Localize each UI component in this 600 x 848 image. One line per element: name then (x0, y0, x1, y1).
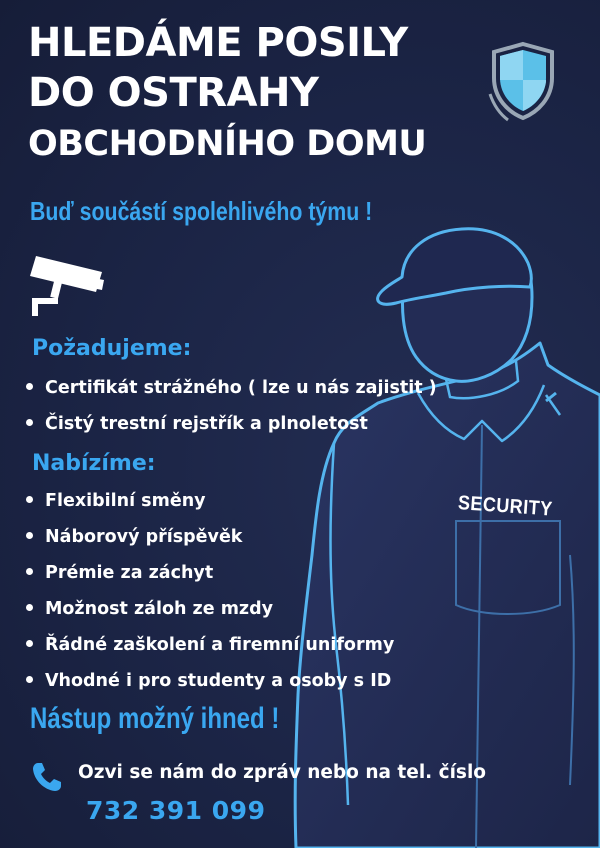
bullet (26, 676, 33, 683)
bullet (26, 419, 33, 426)
requirements-heading: Požadujeme: (32, 336, 192, 361)
list-item: Flexibilní směny (22, 483, 394, 519)
list-item: Certifikát strážného ( lze u nás zajistit ) (22, 370, 437, 406)
security-camera-icon (24, 252, 108, 320)
list-item: Vhodné i pro studenty a osoby s ID (22, 663, 394, 699)
bullet (26, 496, 33, 503)
bullet (26, 383, 33, 390)
bullet (26, 604, 33, 611)
title-line-2: DO OSTRAHY (28, 70, 319, 116)
shield-icon (480, 38, 566, 124)
offers-heading: Nabízíme: (32, 451, 156, 476)
start-note: Nástup možný ihned ! (30, 702, 280, 735)
title-line-3: OBCHODNÍHO DOMU (28, 124, 427, 164)
list-item: Náborový příspěvěk (22, 519, 394, 555)
bullet (26, 640, 33, 647)
list-item: Čistý trestní rejstřík a plnoletost (22, 406, 437, 442)
bullet (26, 568, 33, 575)
requirements-list (22, 370, 437, 442)
offers-list (22, 483, 394, 699)
poster-title (28, 18, 426, 168)
title-line-1: HLEDÁME POSILY (28, 20, 408, 66)
list-item: Možnost záloh ze mzdy (22, 591, 394, 627)
bullet (26, 532, 33, 539)
phone-number[interactable]: 732 391 099 (86, 796, 266, 825)
tagline: Buď součástí spolehlivého týmu ! (30, 196, 373, 226)
list-item: Prémie za záchyt (22, 555, 394, 591)
phone-icon (30, 760, 64, 794)
contact-text: Ozvi se nám do zpráv nebo na tel. číslo (78, 762, 486, 783)
security-badge-text: SECURITY (457, 492, 554, 521)
list-item: Řádné zaškolení a firemní uniformy (22, 627, 394, 663)
